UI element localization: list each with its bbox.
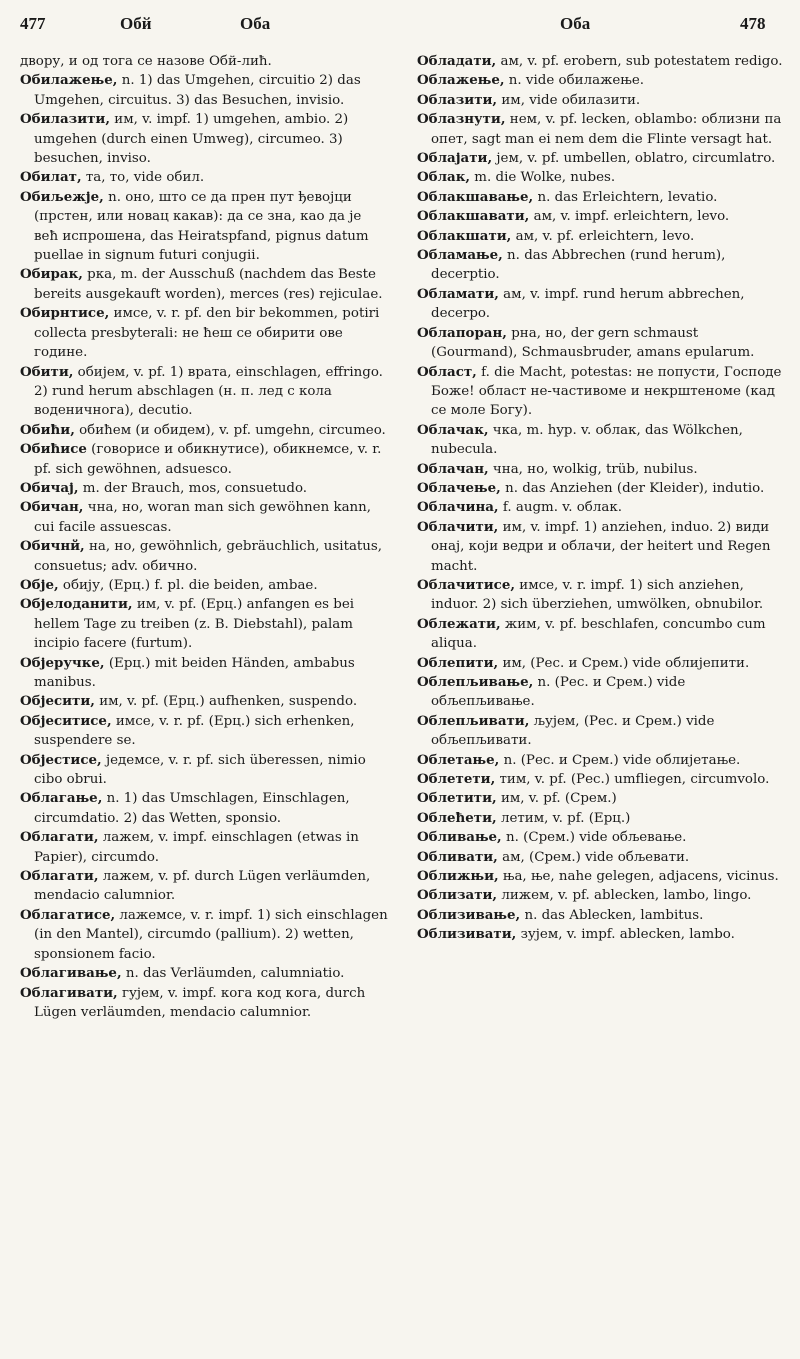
dictionary-entry — [20, 964, 388, 983]
entry-headword: Облачак, — [417, 421, 489, 438]
entry-definition: лажем, v. pf. durch Lügen verläumden, mendacio calumnior. — [34, 869, 371, 904]
right-column — [417, 52, 785, 945]
entry-headword: Облетети, — [417, 771, 496, 788]
entry-definition: f. augm. v. облак. — [498, 500, 622, 516]
entry-headword: Оближњи, — [417, 868, 499, 885]
dictionary-entry — [417, 809, 785, 828]
dictionary-entry — [417, 110, 785, 149]
entry-headword: Облажење, — [417, 72, 505, 89]
entry-headword: Облеħети, — [417, 809, 497, 826]
dictionary-entry — [417, 498, 785, 517]
entry-headword: Обити, — [20, 363, 74, 380]
dictionary-entry — [417, 421, 785, 460]
dictionary-entry — [417, 886, 785, 905]
entry-headword: Обиħисе — [20, 441, 87, 458]
entry-definition: ам, v. pf. erleichtern, levo. — [511, 228, 695, 244]
entry-headword: Облак, — [417, 169, 471, 186]
entry-headword: Облапоран, — [417, 324, 507, 341]
entry-definition: n. (Срем.) vide обљевање. — [501, 830, 687, 846]
dictionary-entry — [417, 751, 785, 770]
left-column — [20, 52, 388, 1022]
dictionary-entry — [417, 867, 785, 886]
entry-headword: Облајати, — [417, 150, 493, 167]
left-running-head-2: Оба — [240, 14, 271, 33]
entry-definition: нем, v. pf. lecken, oblambo: облизни па опет, sagt man ei nem dem die Flinte versagt hat. — [431, 112, 782, 147]
dictionary-entry — [417, 848, 785, 867]
entry-definition: (Ерц.) mit beiden Händen, ambabus manibus. — [34, 655, 355, 690]
dictionary-entry — [20, 692, 388, 711]
entry-headword: Обиħи, — [20, 421, 75, 438]
dictionary-entry — [417, 925, 785, 944]
entry-definition: ња, ње, nahe gelegen, adjacens, vicinus. — [498, 869, 779, 885]
right-page-number: 478 — [740, 14, 766, 33]
entry-headword: Облизивање, — [417, 906, 521, 923]
entry-definition: n. (Рес. и Срем.) vide обљепљивање. — [431, 675, 686, 710]
entry-definition: (говорисе и обикнутисе), обикнемсе, v. r. pf. sich gewöhnen, adsuesco. — [34, 442, 382, 477]
dictionary-entry — [417, 363, 785, 421]
entry-headword: Објестисе, — [20, 751, 102, 768]
dictionary-entry — [417, 91, 785, 110]
entry-definition: n. das Ablecken, lambitus. — [520, 907, 704, 923]
entry-definition: им, v. pf. (Ерц.) aufhenken, suspendo. — [94, 694, 358, 710]
entry-headword: Обливање, — [417, 829, 502, 846]
entry-headword: Објеситисе, — [20, 712, 112, 729]
dictionary-entry — [20, 479, 388, 498]
entry-headword: Обилат, — [20, 169, 82, 186]
dictionary-entry — [20, 52, 388, 71]
entry-definition: на, но, gewöhnlich, gebräuchlich, usitatus, consuetus; adv. обично. — [34, 539, 383, 574]
dictionary-entry — [417, 188, 785, 207]
right-running-head: Оба — [560, 14, 591, 33]
entry-headword: Облачити, — [417, 518, 499, 535]
dictionary-entry — [417, 906, 785, 925]
dictionary-entry — [20, 421, 388, 440]
dictionary-entry — [20, 71, 388, 110]
dictionary-entry — [20, 576, 388, 595]
dictionary-entry — [417, 207, 785, 226]
dictionary-entry — [20, 168, 388, 187]
dictionary-entry — [20, 363, 388, 421]
dictionary-entry — [20, 595, 388, 653]
dictionary-entry — [417, 770, 785, 789]
entry-definition: n. das Anziehen (der Kleider), indutio. — [500, 480, 765, 496]
dictionary-entry — [20, 984, 388, 1023]
entry-definition: им, v. impf. 1) anziehen, induo. 2) види онај, који ведри и облачи, der heitert und Regen macht. — [431, 519, 771, 574]
dictionary-entry — [20, 867, 388, 906]
dictionary-entry — [20, 712, 388, 751]
entry-headword: Обламати, — [417, 285, 499, 302]
entry-headword: Објесити, — [20, 693, 95, 710]
entry-headword: Облетити, — [417, 790, 497, 807]
entry-definition: чна, но, woran man sich gewöhnen kann, cui facile assuescas. — [34, 500, 372, 535]
entry-headword: Облепити, — [417, 654, 499, 671]
entry-definition: ам, v. impf. rund herum abbrechen, decerpo. — [431, 286, 745, 322]
dictionary-entry — [20, 906, 388, 964]
dictionary-entry — [20, 188, 388, 266]
dictionary-entry — [417, 168, 785, 187]
entry-headword: Објелоданити, — [20, 596, 133, 613]
entry-headword: Обилажење, — [20, 72, 118, 89]
entry-headword: Облачитисе, — [417, 576, 516, 593]
entry-headword: Облагатисе, — [20, 906, 116, 923]
entry-headword: Обиљежје, — [20, 188, 104, 205]
entry-definition: m. die Wolke, nubes. — [470, 170, 616, 186]
entry-headword: Облазити, — [417, 91, 498, 108]
entry-headword: Облачење, — [417, 479, 501, 496]
entry-headword: Облакшавање, — [417, 188, 534, 205]
dictionary-entry — [417, 71, 785, 90]
entry-definition: им, vide обилазити. — [497, 92, 641, 108]
dictionary-entry — [20, 498, 388, 537]
dictionary-entry — [20, 828, 388, 867]
entry-definition: m. der Brauch, mos, consuetudo. — [78, 480, 308, 496]
entry-definition: n. vide обилажење. — [504, 73, 645, 89]
entry-headword: Облачан, — [417, 460, 489, 477]
entry-definition: рка, m. der Ausschuß (nachdem das Beste bereits ausgekauft worden), merces (res) rejiculae. — [34, 267, 383, 302]
entry-definition: љујем, (Рес. и Срем.) vide обљепљивати. — [431, 713, 715, 749]
entry-definition: лажемсе, v. r. impf. 1) sich einschlagen (in den Mantel), circumdo (pallium). 2) wetten, sponsionem facio. — [34, 907, 388, 962]
entry-definition: јем, v. pf. umbellen, oblatro, circumlatro. — [492, 151, 776, 167]
entry-definition: f. die Macht, potestas: не попусти, Господе Боже! област не-частивоме и некрштеноме (кад се моле Богу). — [431, 364, 782, 419]
left-running-head-1: Обй — [120, 14, 152, 33]
entry-headword: Обичај, — [20, 479, 79, 496]
dictionary-entry — [417, 654, 785, 673]
dictionary-entry — [20, 265, 388, 304]
dictionary-entry — [417, 246, 785, 285]
entry-headword: Обливати, — [417, 848, 498, 865]
entry-headword: Облагати, — [20, 868, 99, 885]
left-page-number: 477 — [20, 14, 46, 33]
entry-definition: тим, v. pf. (Рес.) umfliegen, circumvolo. — [495, 772, 770, 788]
entry-definition: двору, и од тога се назове Обй-лиħ. — [20, 54, 272, 69]
dictionary-entry — [20, 789, 388, 828]
entry-definition: обиħем (и обидем), v. pf. umgehn, circumeo. — [74, 422, 386, 438]
entry-headword: Облачина, — [417, 499, 499, 516]
entry-definition: имсе, v. r. pf. (Ерц.) sich erhenken, suspendere se. — [34, 713, 355, 749]
page-header — [0, 8, 800, 38]
dictionary-entry — [417, 227, 785, 246]
dictionary-entry — [417, 789, 785, 808]
entry-definition: ам, v. pf. erobern, sub potestatem redigo. — [496, 54, 783, 69]
entry-definition: лажем, v. impf. einschlagen (etwas in Papier), circumdo. — [34, 830, 359, 865]
entry-headword: Обламање, — [417, 247, 503, 264]
dictionary-entry — [417, 615, 785, 654]
dictionary-entry — [20, 440, 388, 479]
entry-headword: Облизати, — [417, 887, 498, 904]
entry-headword: Облакшати, — [417, 227, 512, 244]
dictionary-entry — [417, 479, 785, 498]
dictionary-entry — [20, 654, 388, 693]
entry-definition: једемсе, v. r. pf. sich überessen, nimio cibo obrui. — [34, 752, 366, 788]
dictionary-entry — [417, 673, 785, 712]
entry-definition: имсе, v. r. impf. 1) sich anziehen, induor. 2) sich überziehen, umwölken, obnubilor. — [431, 577, 764, 613]
entry-definition: имсе, v. r. pf. den bir bekommen, potiri collecta presbyterali: не ħеш се обирити ове године. — [34, 306, 380, 361]
dictionary-entry — [20, 537, 388, 576]
entry-headword: Објеручке, — [20, 654, 105, 671]
entry-definition: им, v. pf. (Ерц.) anfangen es bei hellem Tage zu treiben (z. B. Diebstahl), palam incipio facere (furtum). — [34, 597, 355, 652]
entry-definition: зујем, v. impf. ablecken, lambo. — [516, 927, 735, 943]
entry-headword: Обичнй, — [20, 538, 85, 555]
entry-definition: им, v. pf. (Срем.) — [496, 791, 617, 807]
entry-headword: Област, — [417, 363, 477, 380]
dictionary-entry — [20, 751, 388, 790]
entry-headword: Обирнтисе, — [20, 305, 110, 322]
entry-headword: Облагање, — [20, 790, 103, 807]
dictionary-entry — [417, 576, 785, 615]
entry-definition: n. das Erleichtern, levatio. — [533, 189, 718, 205]
dictionary-entry — [417, 712, 785, 751]
dictionary-entry — [20, 110, 388, 168]
entry-definition: n. 1) das Umgehen, circuitio 2) das Umgehen, circuitus. 3) das Besuchen, invisio. — [34, 73, 361, 108]
entry-definition: обију, (Ерц.) f. pl. die beiden, ambae. — [58, 577, 318, 593]
entry-headword: Облизивати, — [417, 926, 517, 943]
entry-headword: Обладати, — [417, 53, 497, 69]
entry-definition: n. das Verläumden, calumniatio. — [121, 966, 345, 982]
entry-definition: жим, v. pf. beschlafen, concumbo cum aliqua. — [431, 616, 766, 652]
entry-headword: Облетање, — [417, 751, 500, 768]
entry-definition: n. оно, што се да прен пут ђевојци (прстен, или новац какав): да се зна, као да је веħ испрошена, das Heiratspfand, pignus datum puellae in signum futuri conjugii. — [34, 189, 369, 264]
entry-headword: Облагивање, — [20, 965, 122, 982]
entry-definition: чна, но, wolkig, trüb, nubilus. — [488, 461, 698, 477]
entry-headword: Облакшавати, — [417, 208, 530, 225]
entry-definition: ам, v. impf. erleichtern, levo. — [529, 209, 730, 225]
dictionary-entry — [417, 285, 785, 324]
entry-headword: Обје, — [20, 576, 59, 593]
entry-definition: им, (Рес. и Срем.) vide облијепити. — [498, 655, 750, 671]
entry-headword: Обирак, — [20, 266, 83, 283]
dictionary-entry — [417, 460, 785, 479]
entry-definition: им, v. impf. 1) umgehen, ambio. 2) umgehen (durch einen Umweg), circumeo. 3) besuchen, inviso. — [34, 112, 349, 167]
entry-definition: n. 1) das Umschlagen, Einschlagen, circumdatio. 2) das Wetten, sponsio. — [34, 791, 350, 826]
dictionary-entry — [417, 52, 785, 71]
dictionary-entry — [417, 324, 785, 363]
entry-headword: Облагати, — [20, 829, 99, 846]
entry-definition: летим, v. pf. (Ерц.) — [496, 810, 631, 826]
entry-headword: Облазнути, — [417, 111, 506, 128]
entry-definition: рна, но, der gern schmaust (Gourmand), Schmausbruder, amans epularum. — [431, 325, 755, 361]
entry-headword: Облежати, — [417, 615, 501, 632]
entry-headword: Облепљивати, — [417, 712, 530, 729]
entry-headword: Обилазити, — [20, 111, 111, 128]
entry-definition: n. (Рес. и Срем.) vide облијетање. — [499, 752, 741, 768]
entry-headword: Облагивати, — [20, 984, 118, 1001]
entry-definition: чка, m. hyp. v. облак, das Wölkchen, nubecula. — [431, 422, 743, 458]
entry-definition: обијем, v. pf. 1) врата, einschlagen, effringo. 2) rund herum abschlagen (н. п. лед с кола воденичнога), decutio. — [34, 364, 383, 419]
entry-headword: Облепљивање, — [417, 674, 534, 690]
entry-definition: ам, (Срем.) vide обљевати. — [497, 849, 690, 865]
dictionary-entry — [417, 828, 785, 847]
entry-definition: гујем, v. impf. кога код кога, durch Lügen verläumden, mendacio calumnior. — [34, 985, 366, 1020]
dictionary-entry — [417, 518, 785, 576]
entry-definition: n. das Abbrechen (rund herum), decerptio. — [431, 248, 726, 283]
entry-headword: Обичан, — [20, 499, 84, 516]
dictionary-entry — [417, 149, 785, 168]
entry-definition: лижем, v. pf. ablecken, lambo, lingo. — [497, 888, 752, 904]
entry-definition: та, то, vide обил. — [81, 170, 205, 186]
dictionary-entry — [20, 304, 388, 362]
